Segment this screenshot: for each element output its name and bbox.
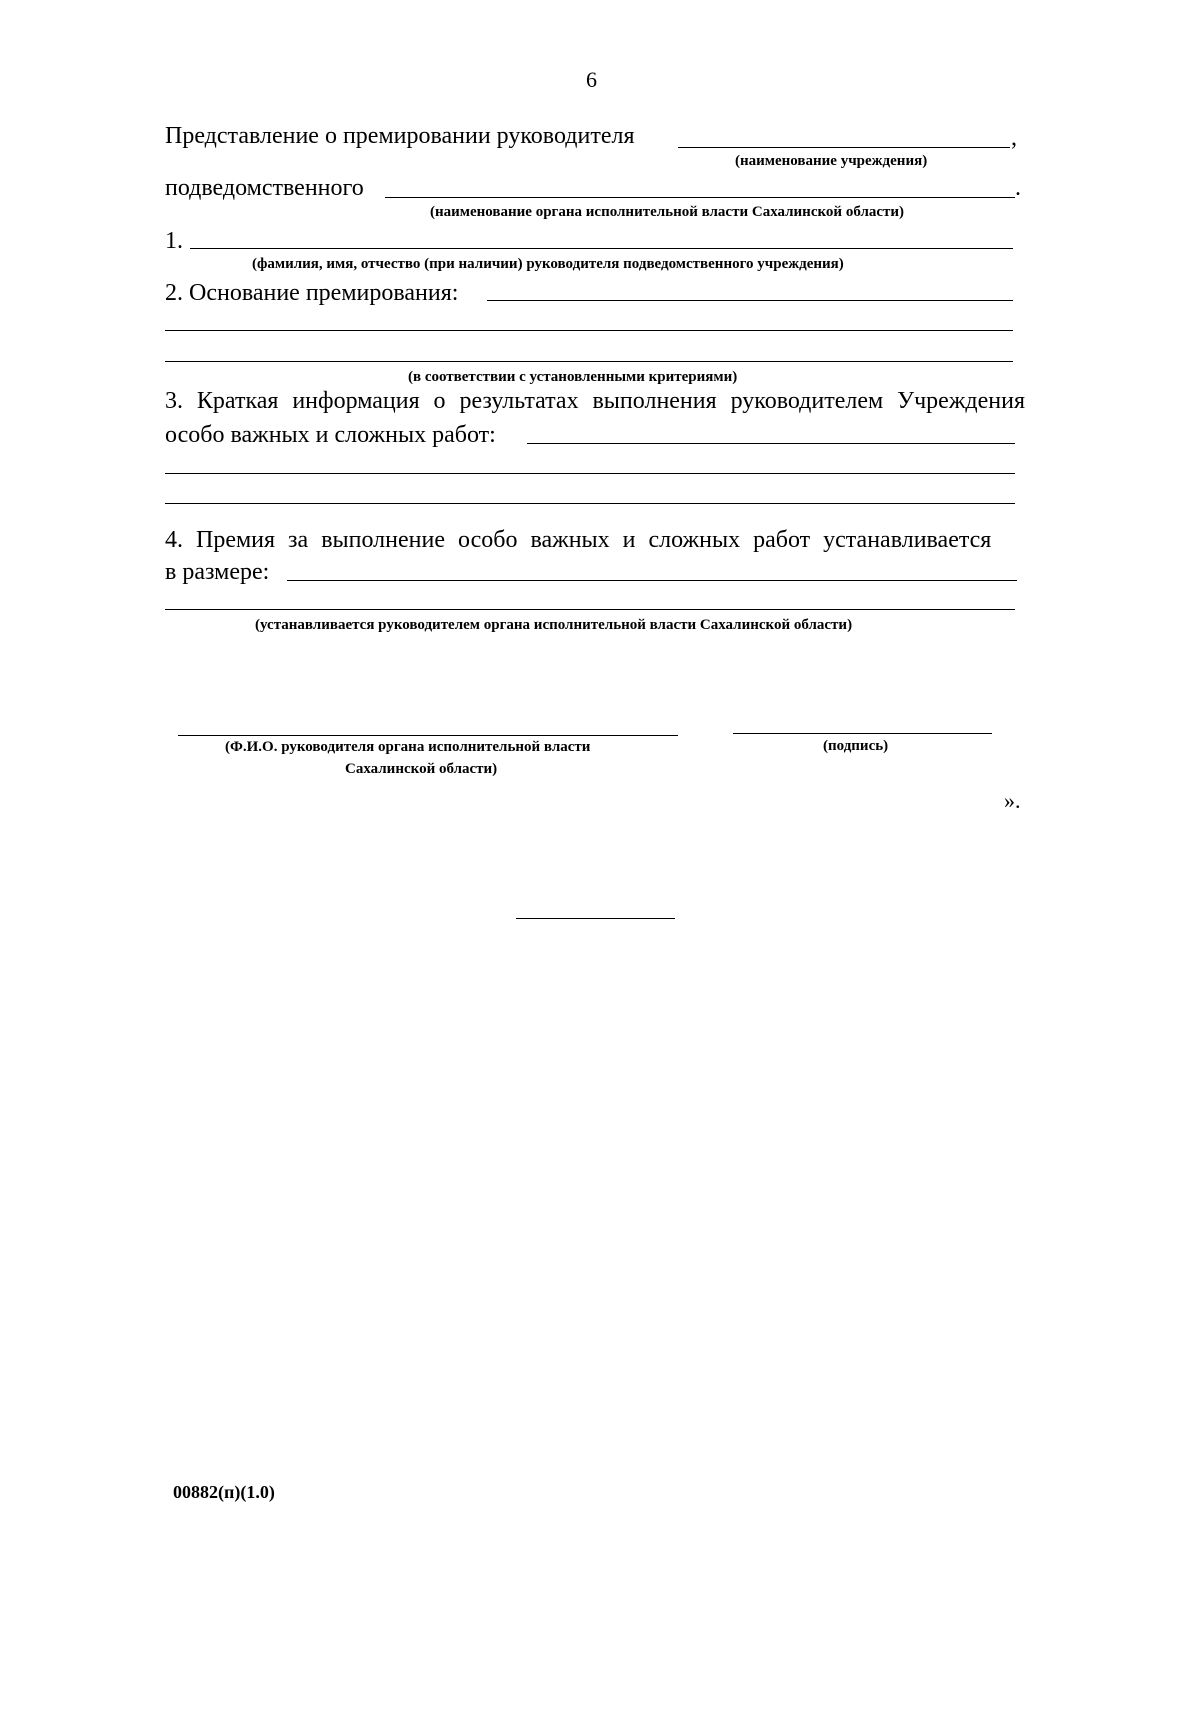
info-field-line-1[interactable]: [527, 443, 1015, 444]
caption-signer-fio-2: Сахалинской области): [345, 761, 498, 777]
institution-field-line[interactable]: [678, 147, 1010, 148]
signature-line[interactable]: [733, 733, 992, 734]
heading-line1: Представление о премировании руководителя: [165, 123, 635, 149]
heading-line2: подведомственного: [165, 175, 364, 201]
basis-field-line-1[interactable]: [487, 300, 1013, 301]
caption-criteria: (в соответствии с установленными критериями): [408, 369, 738, 385]
caption-signature: (подпись): [823, 738, 889, 754]
heading-comma: ,: [1011, 125, 1017, 151]
caption-set-by: (устанавливается руководителем органа исполнительной власти Сахалинской области): [255, 617, 853, 633]
caption-fio: (фамилия, имя, отчество (при наличии) руководителя подведомственного учреждения): [252, 256, 844, 272]
item4-line1: 4. Премия за выполнение особо важных и сложных работ устанавливается: [165, 527, 992, 553]
item1-label: 1.: [165, 228, 183, 254]
info-field-line-2[interactable]: [165, 473, 1015, 474]
authority-field-line[interactable]: [385, 197, 1015, 198]
basis-field-line-3[interactable]: [165, 361, 1013, 362]
amount-field-line-1[interactable]: [287, 580, 1017, 581]
heading-period: .: [1015, 175, 1021, 201]
item2-label: 2. Основание премирования:: [165, 280, 459, 306]
closing-quote: ».: [1004, 788, 1021, 813]
basis-field-line-2[interactable]: [165, 330, 1013, 331]
end-separator-line: [516, 918, 675, 919]
amount-field-line-2[interactable]: [165, 609, 1015, 610]
item4-line2: в размере:: [165, 559, 270, 585]
page-number: 6: [586, 67, 597, 92]
item3-line1: [165, 387, 1025, 415]
item3-line2: особо важных и сложных работ:: [165, 422, 496, 448]
info-field-line-3[interactable]: [165, 503, 1015, 504]
footer-code: 00882(п)(1.0): [173, 1482, 275, 1502]
signer-fio-line[interactable]: [178, 735, 678, 736]
caption-institution: (наименование учреждения): [735, 153, 928, 169]
fio-field-line[interactable]: [190, 248, 1013, 249]
caption-signer-fio-1: (Ф.И.О. руководителя органа исполнительной власти: [225, 739, 591, 755]
caption-authority: (наименование органа исполнительной власти Сахалинской области): [430, 204, 905, 220]
item3-text: 3. Краткая информация о результатах выполнения руководителем Учреждения: [165, 388, 1025, 414]
